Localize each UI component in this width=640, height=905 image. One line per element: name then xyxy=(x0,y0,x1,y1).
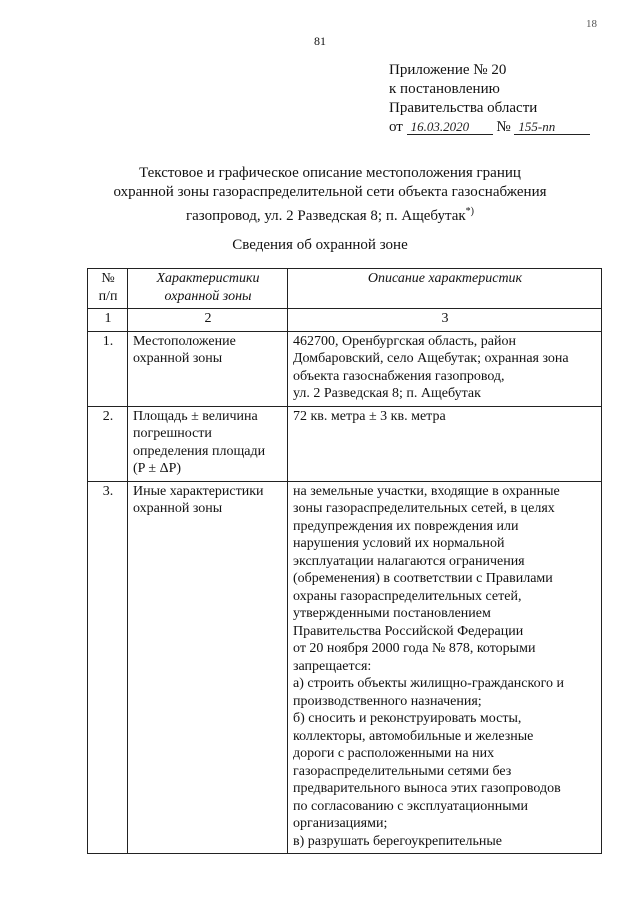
row-2-characteristic-line: определения площади xyxy=(133,443,266,459)
column-number-2: 2 xyxy=(128,309,288,332)
row-3-description-line: дороги с расположенными на них xyxy=(293,746,495,761)
row-3-description-line: коллекторы, автомобильные и железные xyxy=(293,728,534,744)
handwritten-date: 16.03.2020 xyxy=(407,120,493,135)
table-row xyxy=(88,406,602,481)
row-3-description-line: нарушения условий их нормальной xyxy=(293,536,505,551)
header-num-line-1: № xyxy=(101,271,115,286)
row-3-description-line: предварительного выноса этих газопроводов xyxy=(293,781,561,796)
row-3-description xyxy=(288,481,602,854)
row-3-description-line: в) разрушать берегоукрепительные xyxy=(293,833,503,849)
table-row xyxy=(88,331,602,406)
row-1-description-line: Домбаровский, село Ащебутак; охранная зона xyxy=(293,351,569,366)
title-line-3-text: газопровод, ул. 2 Разведская 8; п. Ащебутак xyxy=(185,208,466,224)
title-line-1: Текстовое и графическое описание местоположения границ xyxy=(139,165,521,181)
number-sign: № xyxy=(496,119,511,135)
appendix-block xyxy=(389,61,590,137)
row-1-description-line: объекта газоснабжения газопровод, xyxy=(293,368,505,384)
header-num xyxy=(88,269,128,309)
column-number-row xyxy=(88,309,602,332)
appendix-line-1: Приложение № 20 xyxy=(389,62,507,78)
title-line-3 xyxy=(95,202,565,226)
row-3-description-line: от 20 ноября 2000 года № 878, которыми xyxy=(293,641,536,656)
row-1-num: 1. xyxy=(88,331,128,406)
row-3-characteristic-line: Иные характеристики xyxy=(133,483,264,499)
section-subtitle: Сведения об охранной зоне xyxy=(232,237,408,253)
column-number-3: 3 xyxy=(288,309,602,332)
corner-mark: 18 xyxy=(586,18,597,30)
row-2-characteristic-line: (P ± ΔP) xyxy=(133,461,182,476)
row-3-description-line: б) сносить и реконструировать мосты, xyxy=(293,711,522,726)
row-3-description-line: на земельные участки, входящие в охранные xyxy=(293,483,560,499)
row-3-description-line: предупреждения их повреждения или xyxy=(293,518,519,534)
document-title xyxy=(95,164,565,226)
row-2-characteristic-line: погрешности xyxy=(133,426,212,441)
row-2-description-line: 72 кв. метра ± 3 кв. метра xyxy=(293,408,446,424)
table-header-row xyxy=(88,269,602,309)
appendix-line-2: к постановлению xyxy=(389,81,500,97)
footnote-mark: *) xyxy=(465,206,475,217)
from-label: от xyxy=(389,119,403,135)
row-3-description-line: запрещается: xyxy=(293,658,372,674)
row-1-characteristic-line: Местоположение xyxy=(133,333,236,349)
row-3-description-line: газораспределительными сетями без xyxy=(293,763,512,779)
row-1-description xyxy=(288,331,602,406)
header-characteristic-line-1: Характеристики xyxy=(156,271,260,286)
row-3-description-line: по согласованию с эксплуатационными xyxy=(293,798,528,814)
appendix-date-line xyxy=(389,118,590,137)
row-3-description-line: утвержденными постановлением xyxy=(293,606,491,621)
row-1-description-line: 462700, Оренбургская область, район xyxy=(293,333,516,349)
row-1-characteristic xyxy=(128,331,288,406)
row-3-num: 3. xyxy=(88,481,128,854)
row-1-characteristic-line: охранной зоны xyxy=(133,351,223,366)
row-3-description-line: охраны газораспределительных сетей, xyxy=(293,588,522,604)
header-characteristic xyxy=(128,269,288,309)
appendix-line-3: Правительства области xyxy=(389,100,538,116)
row-3-description-line: Правительства Российской Федерации xyxy=(293,623,524,639)
row-3-description-line: производственного назначения; xyxy=(293,693,482,709)
protection-zone-table xyxy=(87,268,602,854)
header-description xyxy=(288,269,602,309)
row-3-description-line: эксплуатации налагаются ограничения xyxy=(293,553,525,569)
column-number-1: 1 xyxy=(88,309,128,332)
row-3-description-line: (обременения) в соответствии с Правилами xyxy=(293,571,553,586)
row-2-description xyxy=(288,406,602,481)
handwritten-number: 155-пп xyxy=(514,120,590,135)
row-3-characteristic xyxy=(128,481,288,854)
row-2-characteristic xyxy=(128,406,288,481)
row-3-description-line: а) строить объекты жилищно-гражданского и xyxy=(293,676,564,691)
row-2-characteristic-line: Площадь ± величина xyxy=(133,408,258,424)
row-3-characteristic-line: охранной зоны xyxy=(133,501,223,516)
row-2-num: 2. xyxy=(88,406,128,481)
table-row xyxy=(88,481,602,854)
header-num-line-2: п/п xyxy=(98,288,118,304)
row-3-description-line: зоны газораспределительных сетей, в целях xyxy=(293,501,555,516)
page-number: 81 xyxy=(314,34,326,48)
title-line-2: охранной зоны газораспределительной сети объекта газоснабжения xyxy=(113,184,547,200)
header-description-text: Описание характеристик xyxy=(367,271,523,286)
row-1-description-line: ул. 2 Разведская 8; п. Ащебутак xyxy=(293,386,481,401)
row-3-description-line: организациями; xyxy=(293,816,388,831)
header-characteristic-line-2: охранной зоны xyxy=(164,288,252,304)
